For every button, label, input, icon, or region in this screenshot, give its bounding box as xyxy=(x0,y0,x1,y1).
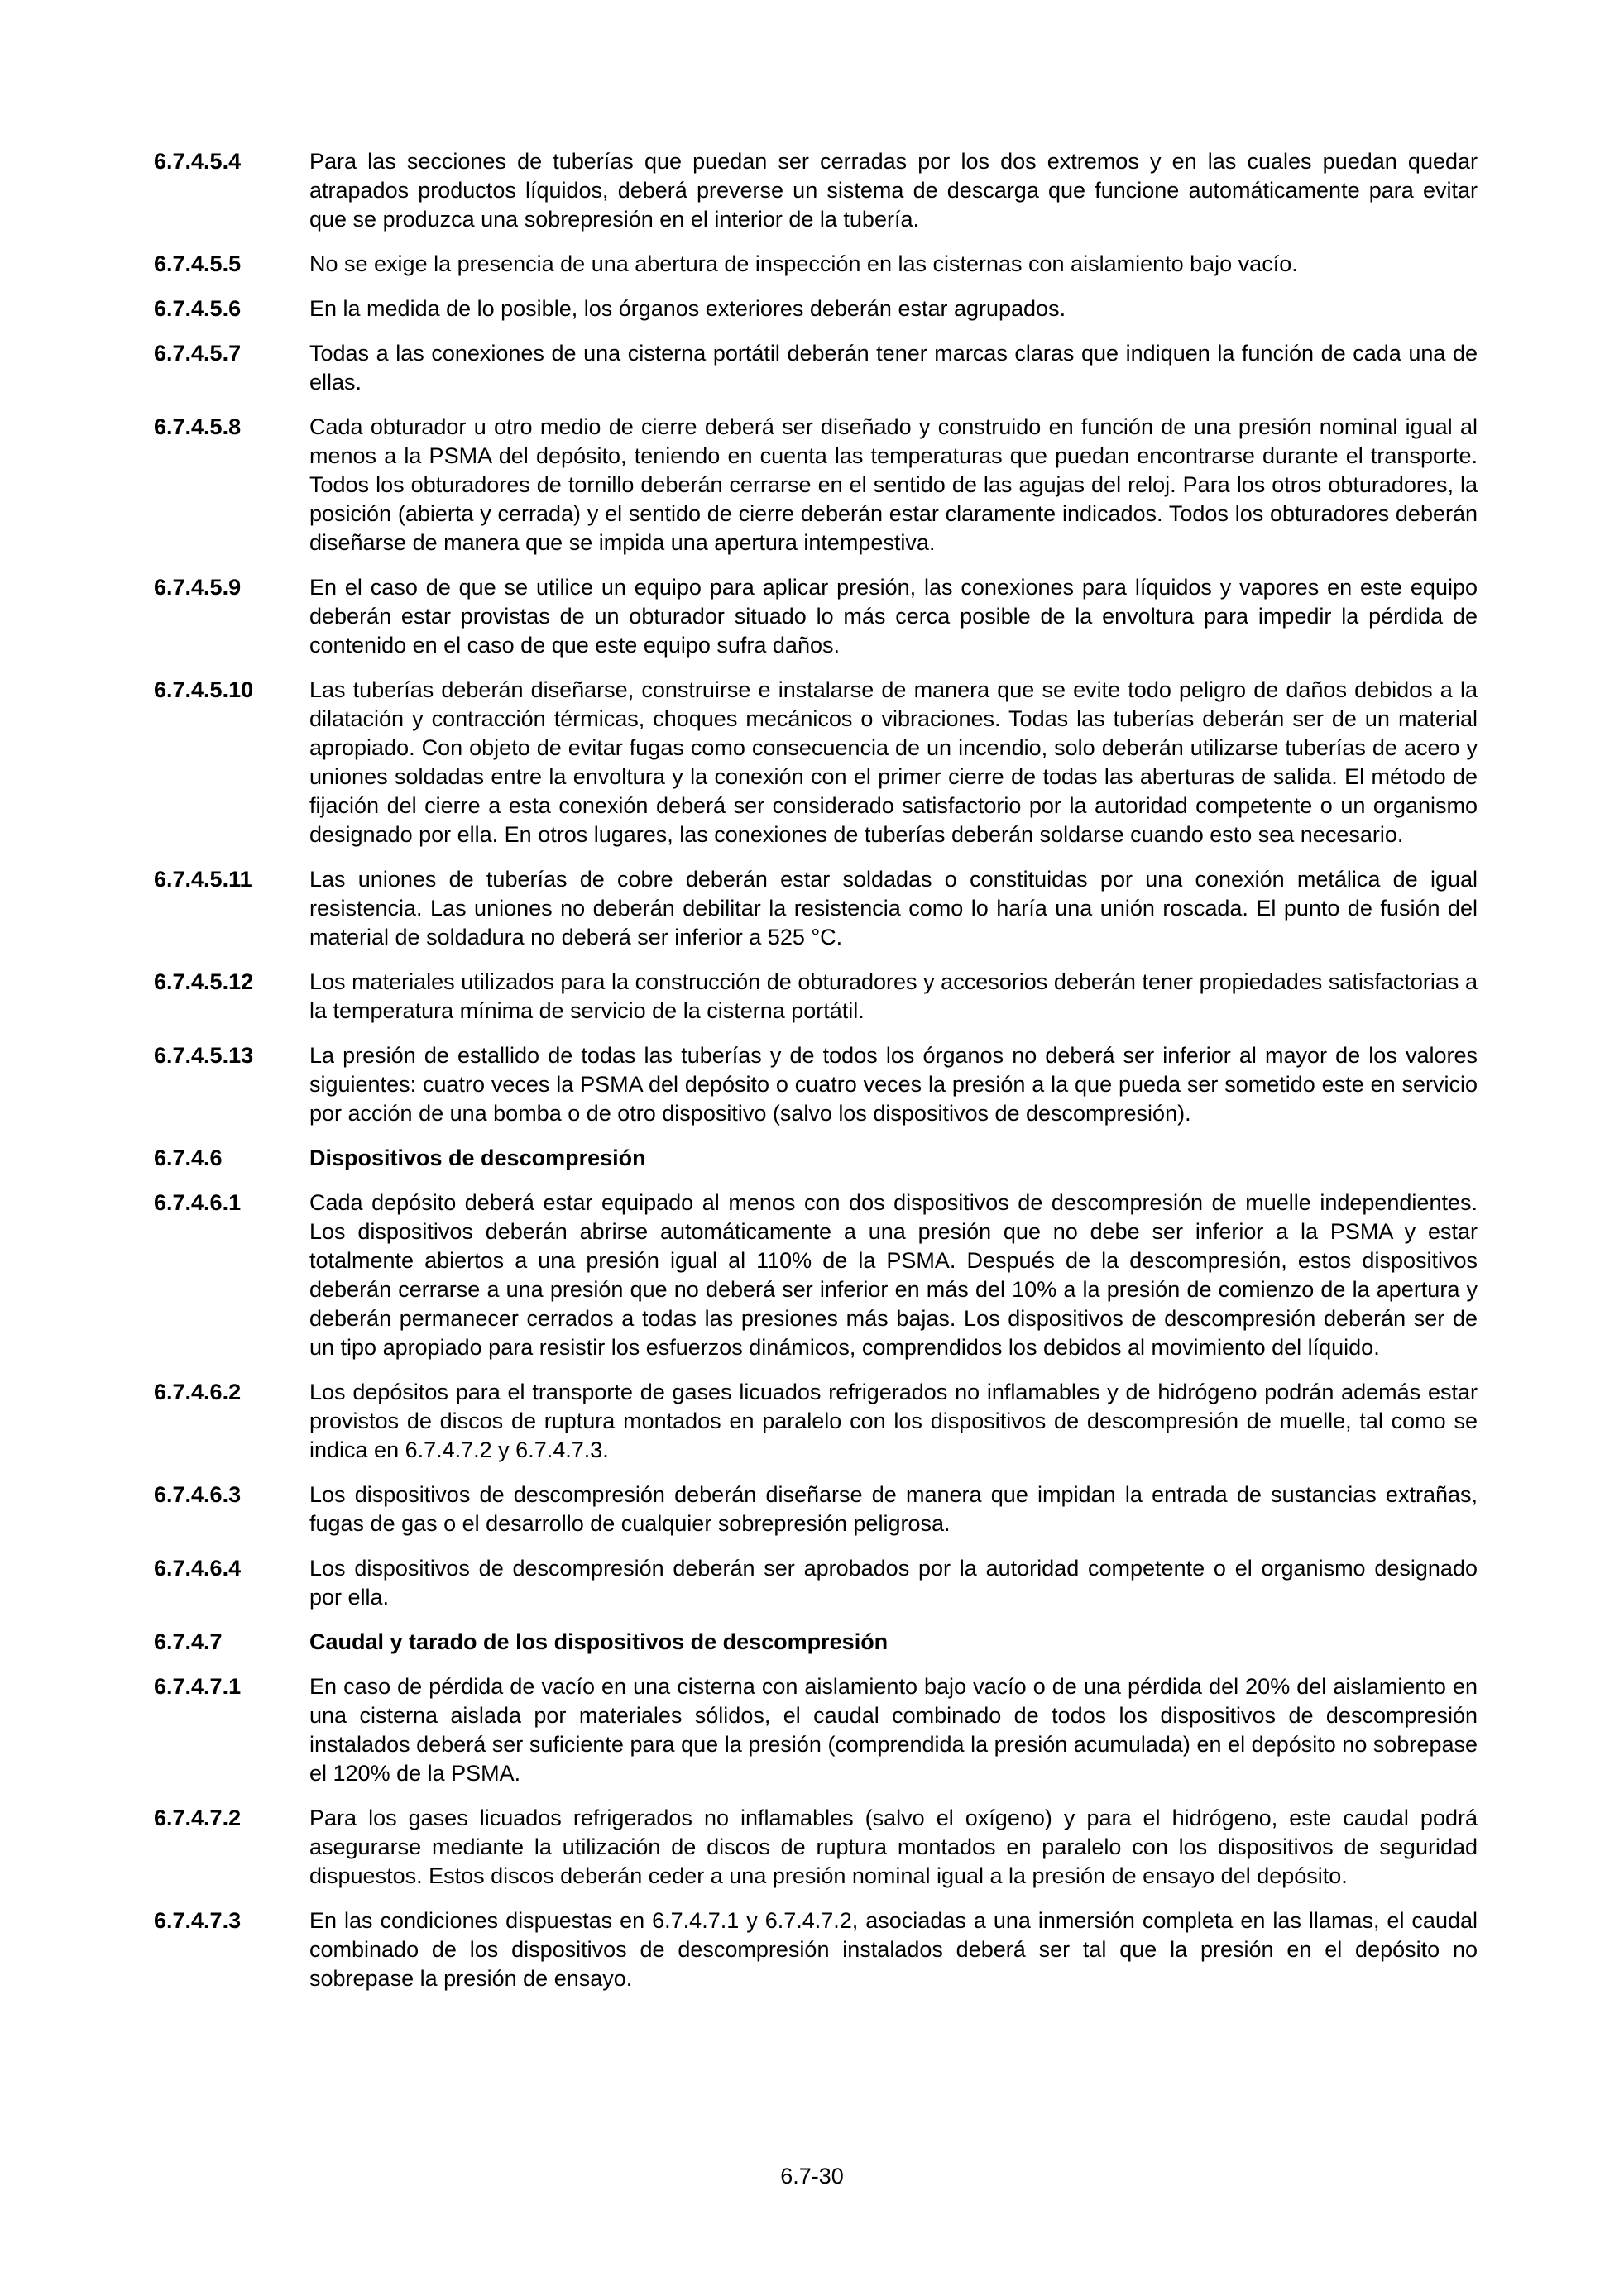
paragraph-text: No se exige la presencia de una abertura de inspección en las cisternas con aislamiento bajo vacío. xyxy=(309,251,1298,276)
paragraph xyxy=(154,1378,1478,1465)
paragraph-number: 6.7.4.5.11 xyxy=(154,867,252,892)
paragraph-text: Para las secciones de tuberías que puedan ser cerradas por los dos extremos y en las cuales puedan quedar atrapados productos líquidos, deberá preverse un sistema de descarga que funcione automáticamente para evitar que se produzca una sobrepresión en el interior de la tubería. xyxy=(309,149,1478,232)
paragraph-text: En la medida de lo posible, los órganos exteriores deberán estar agrupados. xyxy=(309,296,1066,321)
paragraph-number: 6.7.4.5.5 xyxy=(154,251,242,276)
paragraph-text: Cada obturador u otro medio de cierre deberá ser diseñado y construido en función de una presión nominal igual al menos a la PSMA del depósito, teniendo en cuenta las temperaturas que puedan encontrarse durante el transporte. Todos los obturadores de tornillo deberán cerrarse en el sentido de las agujas del reloj. Para los otros obturadores, la posición (abierta y cerrada) y el sentido de cierre deberán estar claramente indicados. Todos los obturadores deberán diseñarse de manera que se impida una apertura intempestiva. xyxy=(309,414,1478,555)
paragraph-number: 6.7.4.6.2 xyxy=(154,1380,242,1404)
paragraph-number: 6.7.4.6.3 xyxy=(154,1482,242,1507)
paragraph-number: 6.7.4.5.8 xyxy=(154,414,242,439)
paragraph xyxy=(154,1804,1478,1891)
paragraph xyxy=(154,294,1478,323)
paragraph-number: 6.7.4.5.4 xyxy=(154,149,242,174)
paragraph-text: Las uniones de tuberías de cobre deberán estar soldadas o constituidas por una conexión metálica de igual resistencia. Las uniones no deberán debilitar la resistencia como lo haría una unión roscada. El punto de fusión del material de soldadura no deberá ser inferior a 525 °C. xyxy=(309,867,1478,949)
paragraph-number: 6.7.4.5.13 xyxy=(154,1043,254,1068)
paragraph xyxy=(154,968,1478,1026)
paragraph-text: Los materiales utilizados para la construcción de obturadores y accesorios deberán tener propiedades satisfactorias a la temperatura mínima de servicio de la cisterna portátil. xyxy=(309,969,1478,1023)
paragraph-text: Cada depósito deberá estar equipado al menos con dos dispositivos de descompresión de muelle independientes. Los dispositivos deberán abrirse automáticamente a una presión que no debe ser inferior a la PSMA y estar totalmente abiertos a una presión igual al 110% de la PSMA. Después de la descompresión, estos dispositivos deberán cerrarse a una presión que no deberá ser inferior en más del 10% a la presión de comienzo de la apertura y deberán permanecer cerrados a todas las presiones más bajas. Los dispositivos de descompresión deberán ser de un tipo apropiado para resistir los esfuerzos dinámicos, comprendidos los debidos al movimiento del líquido. xyxy=(309,1190,1478,1360)
paragraph-number: 6.7.4.7.2 xyxy=(154,1806,242,1830)
paragraph-number: 6.7.4.6.4 xyxy=(154,1556,242,1581)
paragraph-text: Todas a las conexiones de una cisterna portátil deberán tener marcas claras que indiquen la función de cada una de ellas. xyxy=(309,341,1478,395)
section-heading xyxy=(154,1144,1478,1173)
paragraph xyxy=(154,1554,1478,1612)
paragraph-text: En las condiciones dispuestas en 6.7.4.7.1 y 6.7.4.7.2, asociadas a una inmersión completa en las llamas, el caudal combinado de los dispositivos de descompresión instalados deberá ser tal que la presión en el depósito no sobrepase la presión de ensayo. xyxy=(309,1908,1478,1991)
paragraph xyxy=(154,865,1478,952)
paragraph xyxy=(154,250,1478,279)
paragraph-text: En caso de pérdida de vacío en una cisterna con aislamiento bajo vacío o de una pérdida del 20% del aislamiento en una cisterna aislada por materiales sólidos, el caudal combinado de todos los dispositivos de descompresión instalados deberá ser suficiente para que la presión (comprendida la presión acumulada) en el depósito no sobrepase el 120% de la PSMA. xyxy=(309,1674,1478,1786)
paragraph-text: Para los gases licuados refrigerados no inflamables (salvo el oxígeno) y para el hidrógeno, este caudal podrá asegurarse mediante la utilización de discos de ruptura montados en paralelo con los dispositivos de seguridad dispuestos. Estos discos deberán ceder a una presión nominal igual a la presión de ensayo del depósito. xyxy=(309,1806,1478,1888)
paragraph-text: Los depósitos para el transporte de gases licuados refrigerados no inflamables y de hidrógeno podrán además estar provistos de discos de ruptura montados en paralelo con los dispositivos de descompresión de muelle, tal como se indica en 6.7.4.7.2 y 6.7.4.7.3. xyxy=(309,1380,1478,1462)
paragraph xyxy=(154,413,1478,557)
page-number: 6.7-30 xyxy=(780,2164,844,2188)
paragraph-text: Las tuberías deberán diseñarse, construirse e instalarse de manera que se evite todo peligro de daños debidos a la dilatación y contracción térmicas, choques mecánicos o vibraciones. Todas las tuberías deberán ser de un material apropiado. Con objeto de evitar fugas como consecuencia de un incendio, solo deberán utilizarse tuberías de acero y uniones soldadas entre la envoltura y la conexión con el primer cierre de todas las aberturas de salida. El método de fijación del cierre a esta conexión deberá ser considerado satisfactorio por la autoridad competente o un organismo designado por ella. En otros lugares, las conexiones de tuberías deberán soldarse cuando esto sea necesario. xyxy=(309,677,1478,847)
document-body xyxy=(154,147,1478,2009)
paragraph-number: 6.7.4.5.9 xyxy=(154,575,242,600)
paragraph-number: 6.7.4.5.6 xyxy=(154,296,242,321)
paragraph-text: En el caso de que se utilice un equipo para aplicar presión, las conexiones para líquidos y vapores en este equipo deberán estar provistas de un obturador situado lo más cerca posible de la envoltura para impedir la pérdida de contenido en el caso de que este equipo sufra daños. xyxy=(309,575,1478,658)
paragraph xyxy=(154,1480,1478,1538)
paragraph-number: 6.7.4.5.7 xyxy=(154,341,242,366)
paragraph xyxy=(154,1672,1478,1788)
section-heading xyxy=(154,1628,1478,1657)
paragraph xyxy=(154,1041,1478,1128)
paragraph-text: Los dispositivos de descompresión deberán ser aprobados por la autoridad competente o el organismo designado por ella. xyxy=(309,1556,1478,1610)
paragraph xyxy=(154,1189,1478,1362)
paragraph-number: 6.7.4.6.1 xyxy=(154,1190,242,1215)
paragraph-text: Los dispositivos de descompresión deberán diseñarse de manera que impidan la entrada de sustancias extrañas, fugas de gas o el desarrollo de cualquier sobrepresión peligrosa. xyxy=(309,1482,1478,1536)
paragraph xyxy=(154,573,1478,660)
section-title: Dispositivos de descompresión xyxy=(309,1146,646,1170)
paragraph-number: 6.7.4.5.12 xyxy=(154,969,254,994)
section-number: 6.7.4.6 xyxy=(154,1146,223,1170)
paragraph xyxy=(154,676,1478,849)
section-number: 6.7.4.7 xyxy=(154,1629,223,1654)
paragraph-number: 6.7.4.7.3 xyxy=(154,1908,242,1933)
paragraph xyxy=(154,1906,1478,1993)
paragraph xyxy=(154,339,1478,397)
paragraph xyxy=(154,147,1478,234)
paragraph-number: 6.7.4.5.10 xyxy=(154,677,254,702)
section-title: Caudal y tarado de los dispositivos de descompresión xyxy=(309,1629,889,1654)
paragraph-text: La presión de estallido de todas las tuberías y de todos los órganos no deberá ser inferior al mayor de los valores siguientes: cuatro veces la PSMA del depósito o cuatro veces la presión a la que pueda ser sometido este en servicio por acción de una bomba o de otro dispositivo (salvo los dispositivos de descompresión). xyxy=(309,1043,1478,1126)
paragraph-number: 6.7.4.7.1 xyxy=(154,1674,242,1699)
